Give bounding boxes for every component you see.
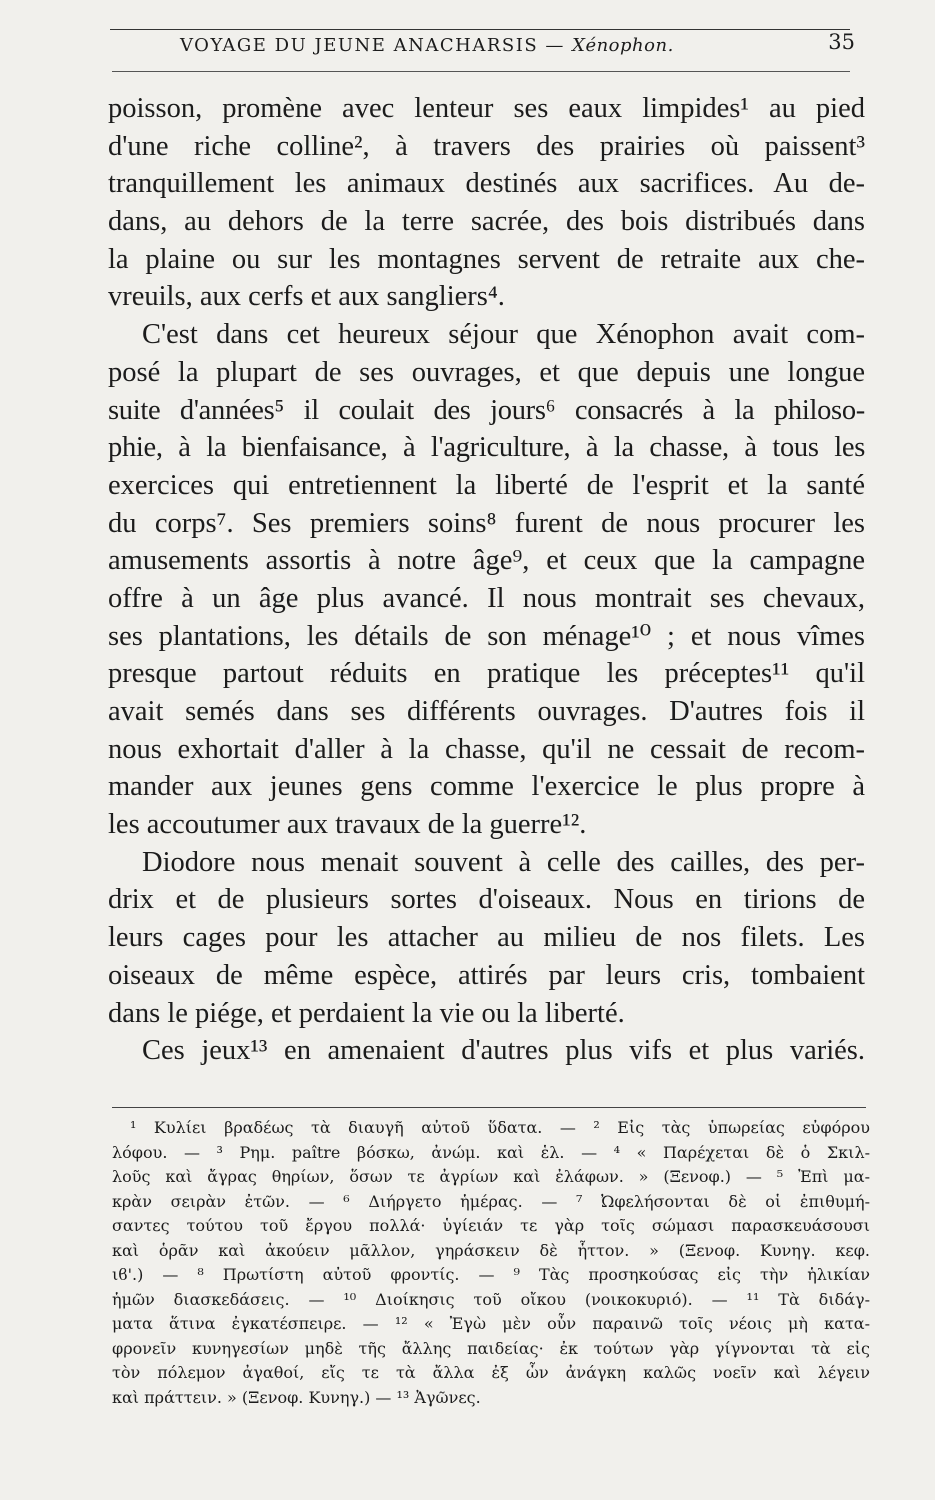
footnote-line: λοῦς καὶ ἄγρας θηρίων, ὅσων τε ἀγρίων καὶ ἐλάφων. » (Ξενοφ.) — ⁵ Ἐπὶ μα- (112, 1167, 870, 1186)
footnote-line: ¹ Κυλίει βραδέως τὰ διαυγῆ αὐτοῦ ὕδατα. — ² Εἰς τὰς ὑπωρείας εὐφόρου (130, 1118, 870, 1137)
page-number: 35 (828, 30, 855, 54)
text-line: vreuils, aux cerfs et aux sangliers⁴. (108, 281, 505, 313)
header-title: VOYAGE DU JEUNE ANACHARSIS — (180, 35, 565, 56)
footnote-line: ματα ἅτινα ἐγκατέσπειρε. — ¹² « Ἐγὼ μὲν οὖν παραινῶ τοῖς νέοις μὴ κατα- (112, 1314, 870, 1333)
text-line: ses plantations, les détails de son ménage¹⁰ ; et nous vîmes (108, 620, 865, 652)
text-line: mander aux jeunes gens comme l'exercice le plus propre à (108, 771, 865, 803)
text-line: tranquillement les animaux destinés aux sacrifices. Au de- (108, 168, 865, 200)
footnote-line: φρονεῖν κυνηγεσίων μηδὲ τῆς ἄλλης παιδείας· ἐκ τούτων γὰρ γίγνονται τὰ εἰς (112, 1338, 870, 1358)
text-line: offre à un âge plus avancé. Il nous montrait ses chevaux, (108, 582, 865, 614)
footnote-line: ιϐ'.) — ⁸ Πρωτίστη αὐτοῦ φροντίς. — ⁹ Τὰς προσηκούσας εἰς τὴν ἡλικίαν (112, 1265, 870, 1284)
footnote-rule (112, 1107, 866, 1108)
text-line: d'une riche colline², à travers des prairies où paissent³ (108, 130, 865, 162)
header-rule (112, 71, 850, 72)
text-line: posé la plupart de ses ouvrages, et que depuis une longue (108, 356, 865, 388)
text-line: C'est dans cet heureux séjour que Xénophon avait com- (142, 319, 865, 351)
text-line: avait semés dans ses différents ouvrages. D'autres fois il (108, 696, 865, 727)
footnote-line: λόφου. — ³ Ρημ. paître βόσκω, ἀνώμ. καὶ ἑλ. — ⁴ « Παρέχεται δὲ ὁ Σκιλ- (112, 1142, 870, 1162)
text-line: nous exhortait d'aller à la chasse, qu'il ne cessait de recom- (108, 733, 865, 765)
footnote-line: τὸν πόλεμον ἀγαθοί, εἴς τε τὰ ἄλλα ἐξ ὧν ἀνάγκη καλῶς νοεῖν καὶ λέγειν (112, 1363, 870, 1382)
footnote-line: καὶ ὁρᾶν καὶ ἀκούειν μᾶλλον, γηράσκειν δὲ ἧττον. » (Ξενοφ. Κυνηγ. κεφ. (112, 1240, 870, 1260)
text-line: les accoutumer aux travaux de la guerre¹². (108, 809, 587, 841)
footnote-line: καὶ πράττειν. » (Ξενοφ. Κυνηγ.) — ¹³ Ἀγῶνες. (112, 1387, 481, 1407)
running-header (180, 35, 740, 56)
text-line: Ces jeux¹³ en amenaient d'autres plus vifs et plus variés. (142, 1035, 865, 1067)
text-line: Diodore nous menait souvent à celle des cailles, des per- (142, 846, 865, 878)
footnotes (112, 1116, 870, 1410)
text-line: dans le piége, et perdaient la vie ou la liberté. (108, 997, 625, 1029)
footnote-line: κρὰν σειρὰν ἐτῶν. — ⁶ Διήργετο ἡμέρας. — ⁷ Ὠφελήσονται δὲ οἱ ἐπιθυμή- (112, 1191, 870, 1211)
text-line: presque partout réduits en pratique les préceptes¹¹ qu'il (108, 658, 865, 690)
footnote-line: σαντες τούτου τοῦ ἔργου πολλά· ὑγίειάν τε γὰρ τοῖς σώμασι παρασκευάσουσι (112, 1216, 870, 1235)
footnote-line: ἡμῶν διασκεδάσεις. — ¹⁰ Διοίκησις τοῦ οἴκου (νοικοκυριό). — ¹¹ Τὰ διδάγ- (112, 1289, 870, 1309)
text-line: drix et de plusieurs sortes d'oiseaux. Nous en tirions de (108, 884, 865, 916)
text-line: la plaine ou sur les montagnes servent de retraite aux che- (108, 243, 865, 275)
main-text (108, 90, 865, 1070)
header-subtitle: Xénophon. (572, 35, 674, 56)
text-line: dans, au dehors de la terre sacrée, des bois distribués dans (108, 206, 865, 238)
text-line: amusements assortis à notre âge⁹, et ceux que la campagne (108, 545, 865, 577)
text-line: leurs cages pour les attacher au milieu de nos filets. Les (108, 922, 865, 954)
top-rule (110, 29, 850, 30)
text-line: exercices qui entretiennent la liberté de l'esprit et la santé (108, 469, 865, 501)
text-line: oiseaux de même espèce, attirés par leurs cris, tombaient (108, 959, 865, 991)
text-line: poisson, promène avec lenteur ses eaux limpides¹ au pied (108, 93, 865, 124)
text-line: du corps⁷. Ses premiers soins⁸ furent de nous procurer les (108, 507, 865, 539)
text-line: phie, à la bienfaisance, à l'agriculture, à la chasse, à tous les (108, 432, 865, 464)
text-line: suite d'années⁵ il coulait des jours⁶ consacrés à la philoso- (108, 394, 865, 426)
